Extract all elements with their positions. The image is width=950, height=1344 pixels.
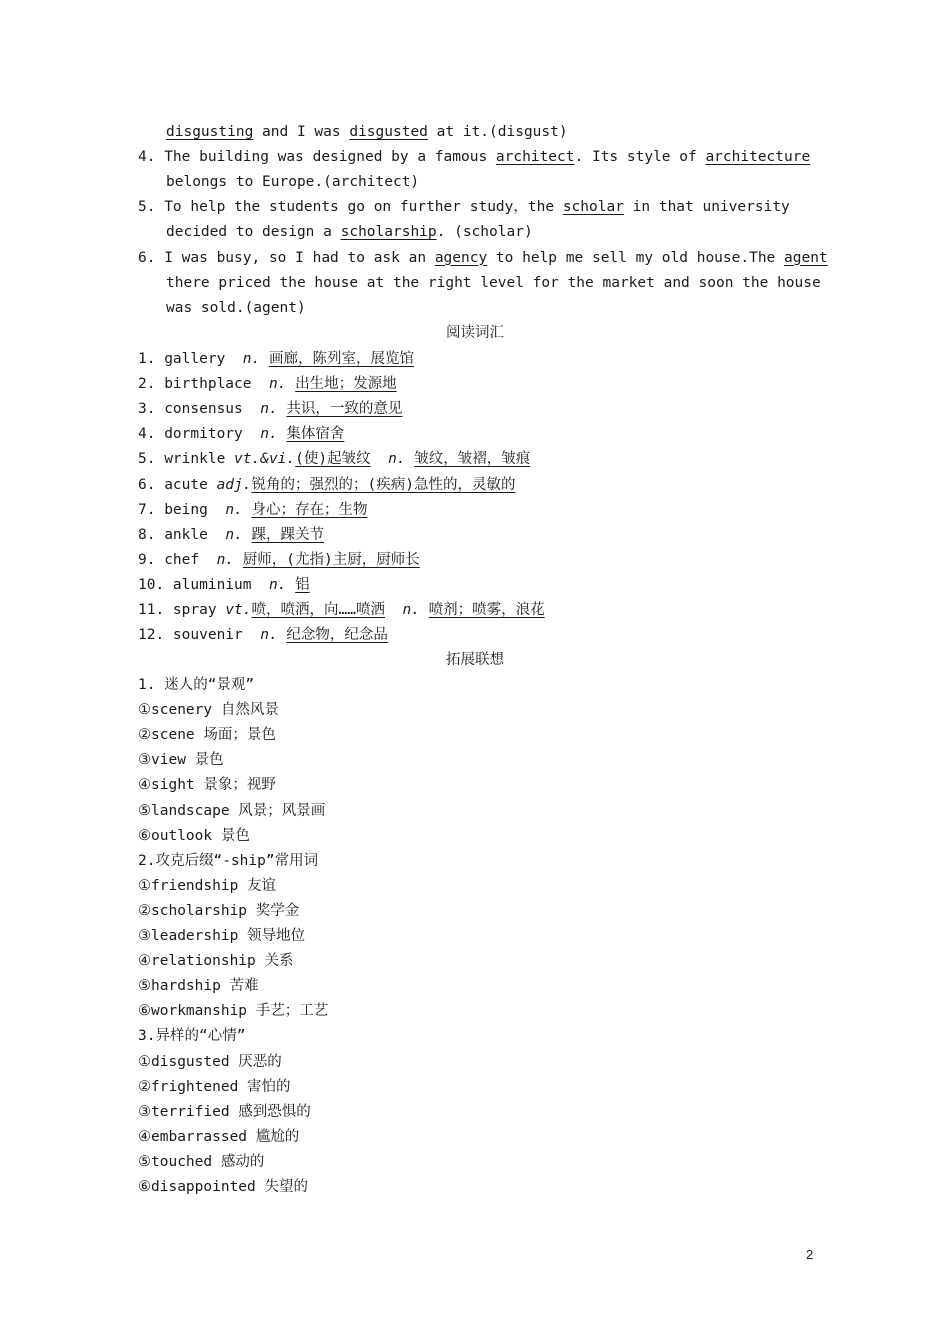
extension-item: 3.异样的“心情” [138,1028,246,1045]
part-of-speech: vt. [225,602,252,618]
vocab-item [138,447,530,472]
exercise-line [166,120,568,145]
line-text: 2. birthplace [138,376,269,393]
line-text [234,552,243,568]
part-of-speech: n. [402,602,420,618]
extension-item: ⑥outlook 景色 [138,827,250,844]
answer-text: 身心；存在；生物 [251,501,368,518]
extension-item: ⑤landscape 风景；风景画 [138,802,326,819]
line-text [286,376,295,392]
extension-item: ②scene 场面；景色 [138,727,276,744]
line-text: 9. chef [138,551,217,568]
extension-item: ③leadership 领导地位 [138,928,306,944]
extension-item: ⑥workmanship 手艺；工艺 [138,1003,329,1020]
exercise-line [166,271,821,296]
vocab-item [138,473,515,498]
answer-text: disgusted [349,124,428,140]
line-text [371,451,388,467]
line-text: 4. The building was designed by a famous [138,149,496,166]
line-text: 3. consensus [138,401,261,418]
line-text: 6. I was busy, so I had to ask an [138,249,435,266]
answer-text: 铝 [295,576,310,593]
exercise-line [166,296,306,321]
part-of-speech: adj. [216,476,252,493]
line-text: in that university [623,199,790,216]
exercise-line [138,195,790,220]
vocab-item [138,372,397,397]
part-of-speech: vt.&vi. [234,451,296,468]
part-of-speech: n. [242,351,261,367]
answer-text: agency [434,249,488,266]
page-number: 2 [806,1247,814,1262]
section-title-reading-vocabulary: 阅读词汇 [446,325,504,341]
vocab-item [138,573,310,598]
extension-item: ④relationship 关系 [138,953,294,970]
answer-text: 出生地；发源地 [295,376,397,393]
line-text [243,527,252,543]
vocab-item [138,498,368,523]
section-title-extension: 拓展联想 [446,652,504,668]
line-text: 6. acute [138,476,217,493]
line-text: there priced the house at the right level for the market and soon the house [166,274,821,291]
line-text: . (scholar) [436,224,533,241]
line-text: 7. being [138,501,226,518]
vocab-item [138,623,388,648]
answer-text: 喷剂；喷雾，浪花 [428,602,545,618]
answer-text: agent [784,249,828,266]
answer-text: 共识，一致的意见 [286,401,403,418]
line-text: to help me sell my old house.The [487,249,785,266]
vocab-item [138,523,324,548]
part-of-speech: n. [260,426,278,443]
extension-item: ④embarrassed 尴尬的 [138,1128,300,1145]
answer-text: 锐角的；强烈的；(疾病)急性的，灵敏的 [251,476,516,493]
line-text: at it.(disgust) [427,124,568,140]
line-text: was sold.(agent) [166,299,306,316]
extension-item: 2.攻克后缀“-ship”常用词 [138,852,319,869]
part-of-speech: n. [268,376,287,393]
answer-text: 纪念物，纪念品 [286,627,388,644]
answer-text: disgusting [166,124,254,140]
extension-item: 1. 迷人的“景观” [138,677,255,693]
extension-item: ④sight 景象；视野 [138,777,276,794]
vocab-item [138,598,545,623]
line-text: . Its style of [574,149,706,166]
line-text: 4. dormitory [138,426,261,443]
exercise-line [166,220,533,245]
extension-item: ②scholarship 奖学金 [138,902,300,919]
answer-text: architect [495,149,575,166]
line-text: 5. To help the students go on further study，the [138,199,563,216]
part-of-speech: n. [225,526,243,543]
part-of-speech: n. [216,551,235,568]
answer-text: 画廊，陈列室，展览馆 [268,351,414,367]
line-text: 11. spray [138,602,226,618]
exercise-line [166,170,419,195]
answer-text: scholar [562,199,624,216]
line-text: and I was [253,124,350,140]
extension-item: ③view 景色 [138,752,224,769]
line-text [406,451,415,467]
line-text: decided to design a [166,224,341,241]
line-text: 1. gallery [138,351,243,367]
answer-text: architecture [705,149,811,166]
answer-text: scholarship [340,224,437,241]
extension-item: ①friendship 友谊 [138,877,277,894]
exercise-line [138,246,828,271]
part-of-speech: n. [225,501,243,518]
part-of-speech: n. [260,401,278,418]
answer-text: 踝，踝关节 [251,526,325,543]
answer-text: 喷，喷洒，向……喷洒 [251,602,385,618]
line-text [420,602,429,618]
extension-item: ⑤touched 感动的 [138,1153,265,1170]
part-of-speech: n. [260,627,278,644]
extension-item: ③terrified 感到恐惧的 [138,1103,311,1120]
line-text [260,351,269,367]
line-text: 5. wrinkle [138,451,235,468]
vocab-item [138,347,414,372]
extension-item: ⑤hardship 苦难 [138,978,259,995]
line-text: 10. aluminium [138,576,269,593]
part-of-speech: n. [268,576,287,593]
line-text: belongs to Europe.(architect) [166,174,420,191]
extension-item: ①scenery 自然风景 [138,702,279,719]
extension-item: ①disgusted 厌恶的 [138,1053,282,1070]
exercise-line [138,145,810,170]
answer-text: (使)起皱纹 [295,451,371,468]
line-text [243,502,252,518]
extension-item: ⑥disappointed 失望的 [138,1179,308,1195]
line-text [385,602,402,618]
vocab-item [138,422,344,447]
extension-item: ②frightened 害怕的 [138,1078,291,1095]
answer-text: 皱纹，皱褶，皱痕 [414,451,531,468]
line-text: 12. souvenir [138,627,261,644]
vocab-item [138,397,402,422]
answer-text: 集体宿舍 [286,426,345,443]
line-text [286,577,295,593]
vocab-item [138,548,420,573]
line-text: 8. ankle [138,526,226,543]
answer-text: 厨师，(尤指)主厨，厨师长 [242,551,420,568]
part-of-speech: n. [388,451,406,468]
